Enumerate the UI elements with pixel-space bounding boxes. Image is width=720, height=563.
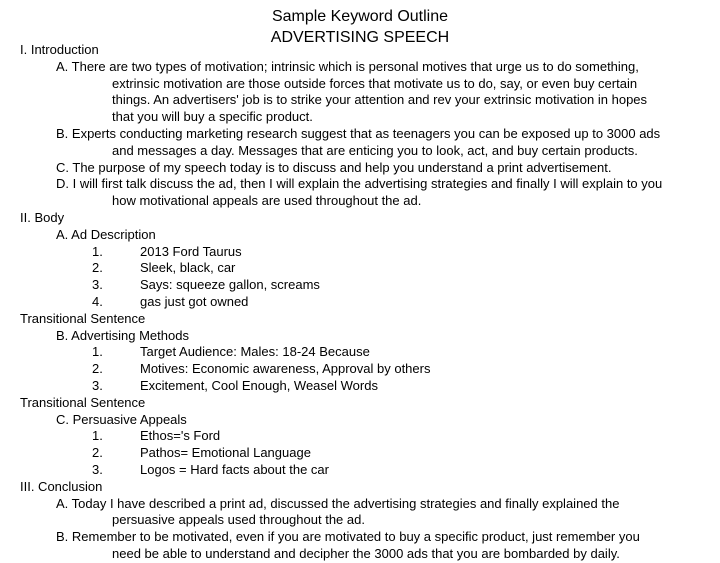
body-a-heading: A. Ad Description — [56, 226, 156, 242]
body-b-item — [0, 378, 720, 395]
outline-body — [0, 42, 720, 563]
intro-a-line-3: things. An advertisers' job is to strike your attention and rev your extrinsic motivation in hopes — [112, 92, 648, 108]
item-number: 1. — [92, 243, 103, 259]
item-number: 3. — [92, 377, 103, 393]
body-c-item — [0, 428, 720, 445]
intro-heading: I. Introduction — [20, 42, 99, 57]
intro-a-line-2: extrinsic motivation are those outside forces that motivate us to do, say, or even buy certain — [112, 75, 638, 91]
intro-d-line-2: how motivational appeals are used throughout the ad. — [112, 193, 422, 209]
transition-sentence-1: Transitional Sentence — [20, 310, 146, 326]
body-b-heading: B. Advertising Methods — [56, 327, 189, 343]
item-text: Sleek, black, car — [140, 260, 236, 276]
item-number: 1. — [92, 344, 103, 360]
body-c-item — [0, 445, 720, 462]
item-text: Ethos='s Ford — [140, 428, 221, 444]
intro-item-a — [0, 59, 720, 126]
item-text: Pathos= Emotional Language — [140, 445, 311, 461]
conclusion-b-line-1: B. Remember to be motivated, even if you are motivated to buy a specific product, just remember you — [56, 529, 640, 545]
item-text: Says: squeeze gallon, screams — [140, 277, 320, 293]
item-text: 2013 Ford Taurus — [140, 243, 242, 259]
intro-b-line-1: B. Experts conducting marketing research suggest that as teenagers you can be exposed up to 3000 ads — [56, 125, 661, 141]
conclusion-a-line-1: A. Today I have described a print ad, discussed the advertising strategies and finally explained the — [56, 495, 620, 511]
body-heading: II. Body — [20, 209, 65, 225]
title-line-2: ADVERTISING SPEECH — [270, 29, 450, 46]
item-number: 2. — [92, 445, 103, 461]
intro-b-line-2: and messages a day. Messages that are enticing you to look, act, and buy certain products. — [112, 142, 638, 158]
body-a-item — [0, 294, 720, 311]
body-b-item — [0, 361, 720, 378]
body-c-item — [0, 462, 720, 479]
item-text: gas just got owned — [140, 293, 249, 309]
intro-item-d — [0, 176, 720, 210]
body-c-heading: C. Persuasive Appeals — [56, 411, 187, 427]
conclusion-item-b — [0, 529, 720, 563]
item-number: 2. — [92, 361, 103, 377]
item-text: Target Audience: Males: 18-24 Because — [140, 344, 370, 360]
item-number: 4. — [92, 293, 103, 309]
item-text: Logos = Hard facts about the car — [140, 461, 329, 477]
intro-a-line-4: that you will buy a specific product. — [112, 109, 313, 125]
item-number: 3. — [92, 277, 103, 293]
body-a-item — [0, 277, 720, 294]
item-number: 1. — [92, 428, 103, 444]
item-number: 3. — [92, 461, 103, 477]
body-a-item — [0, 244, 720, 261]
title-line-1: Sample Keyword Outline — [271, 8, 449, 25]
conclusion-heading: III. Conclusion — [20, 478, 103, 494]
intro-item-c: C. The purpose of my speech today is to discuss and help you understand a print advertisement. — [56, 159, 612, 175]
intro-d-line-1: D. I will first talk discuss the ad, then I will explain the advertising strategies and finally I will explain to you — [56, 176, 663, 192]
item-number: 2. — [92, 260, 103, 276]
body-b-item — [0, 344, 720, 361]
conclusion-b-line-2: need be able to understand and decipher the 3000 ads that you are bombarded by daily. — [112, 545, 620, 561]
conclusion-a-line-2: persuasive appeals used throughout the ad. — [112, 512, 365, 528]
body-a-item — [0, 260, 720, 277]
transition-sentence-2: Transitional Sentence — [20, 394, 146, 410]
conclusion-item-a — [0, 496, 720, 530]
intro-item-b — [0, 126, 720, 160]
intro-a-line-1: A. There are two types of motivation; intrinsic which is personal motives that urge us to do something, — [56, 58, 639, 74]
item-text: Excitement, Cool Enough, Weasel Words — [140, 377, 378, 393]
item-text: Motives: Economic awareness, Approval by others — [140, 361, 431, 377]
